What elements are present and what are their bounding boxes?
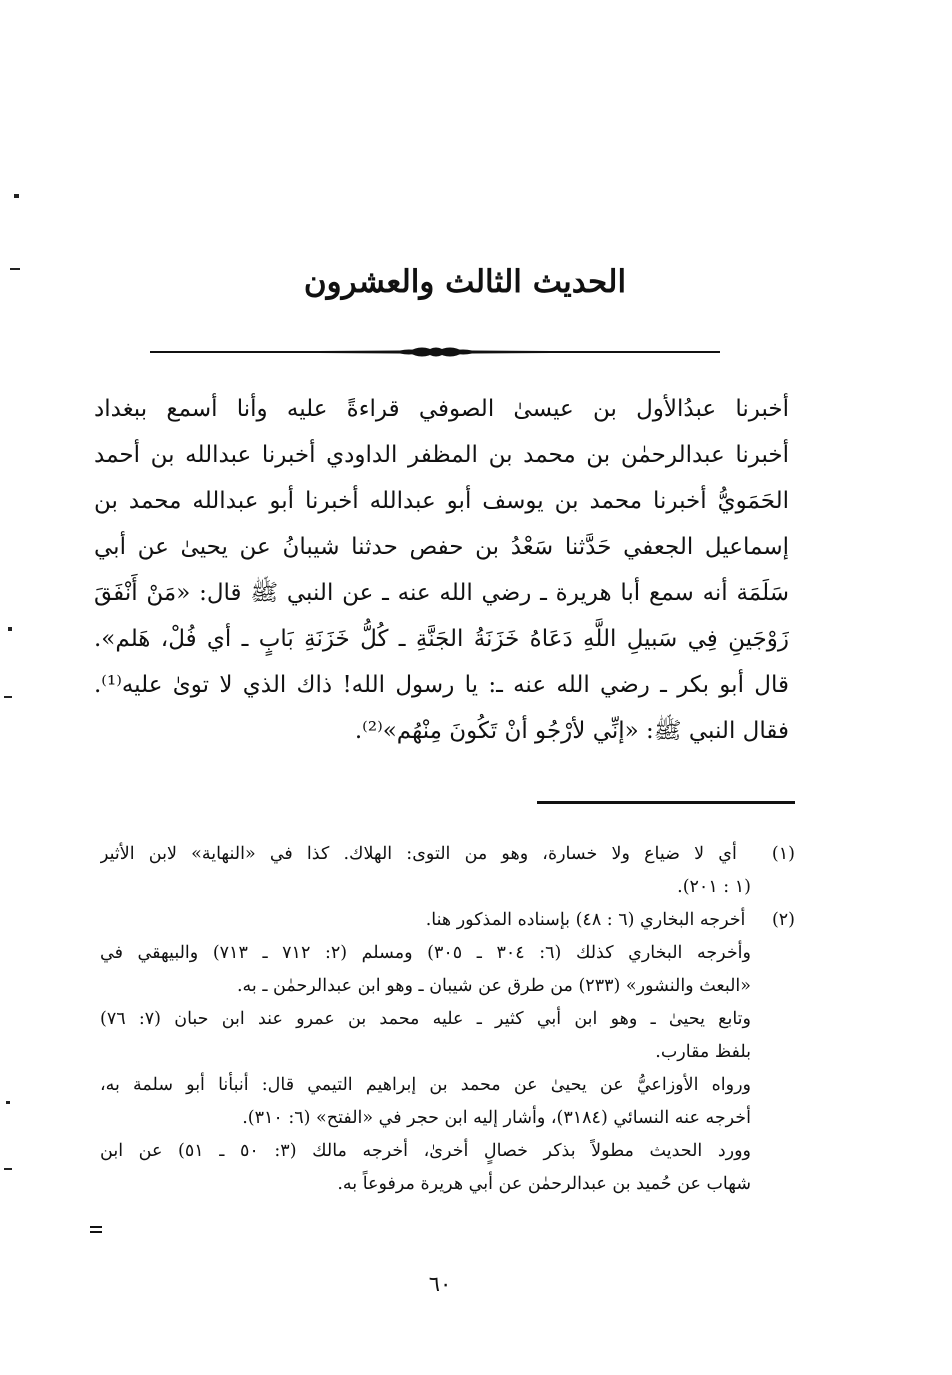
hadith-line: فقال النبي ﷺ: «إنِّي لأرْجُو أنْ تَكُونَ مِنْهُم»⁽²⁾.	[354, 718, 789, 744]
continuation-mark	[90, 1225, 102, 1235]
hadith-line: أخبرنا عبدالرحمٰن بن محمد بن المظفر الداودي أخبرنا عبدالله بن أحمد	[94, 442, 789, 468]
chapter-title: الحديث الثالث والعشرون	[303, 264, 627, 300]
footnote-line: وأخرجه البخاري كذلك (٦: ٣٠٤ ـ ٣٠٥) ومسلم (٢: ٧١٢ ـ ٧١٣) والبيهقي في	[100, 943, 751, 963]
footnotes	[100, 838, 795, 1201]
footnote-2	[100, 904, 795, 937]
footnote-text: أي لا ضياع ولا خسارة، وهو من التوى: الهلاك. كذا في «النهاية» لابن الأثير	[100, 844, 737, 864]
hadith-line: زَوْجَينِ فِي سَبيلِ اللَّهِ دَعَاهُ خَزَنَةُ الجَنَّةِ ـ كُلُّ خَزَنَةِ بَابٍ ـ أي فُلْ، هَلم».	[94, 626, 789, 652]
footnote-1	[100, 838, 795, 871]
title-ornament	[150, 340, 720, 364]
footnote-line: ورواه الأوزاعيُّ عن يحيىٰ عن محمد بن إبراهيم التيمي قال: أنبأنا أبو سلمة به،	[100, 1075, 751, 1095]
footnote-line: وتابع يحيىٰ ـ وهو ابن أبي كثير ـ عليه محمد بن عمرو عند ابن حبان (٧: ٧٦)	[100, 1009, 751, 1029]
scan-mark	[6, 1101, 10, 1104]
footnote-line: بلفظ مقارب.	[655, 1042, 751, 1062]
footnote-separator	[537, 801, 795, 804]
hadith-text	[94, 386, 789, 754]
footnote-line: شهاب عن حُميد بن عبدالرحمٰن عن أبي هريرة مرفوعاً به.	[337, 1174, 751, 1194]
page-number: ٦٠	[428, 1272, 452, 1296]
scan-mark	[14, 194, 19, 198]
footnote-text: أخرجه البخاري (٦ : ٤٨) بإسناده المذكور هنا.	[425, 910, 746, 930]
hadith-line: قال أبو بكر ـ رضي الله عنه ـ: يا رسول الله! ذاك الذي لا توىٰ عليه⁽¹⁾.	[94, 672, 789, 698]
scan-mark	[4, 696, 12, 698]
footnote-line: وورد الحديث مطولاً بذكر خصالٍ أخرىٰ، أخرجه مالك (٣: ٥٠ ـ ٥١) عن ابن	[100, 1141, 751, 1161]
scan-mark	[8, 627, 12, 631]
hadith-line: الحَمَويُّ أخبرنا محمد بن يوسف أبو عبدالله أخبرنا أبو عبدالله محمد بن	[94, 488, 789, 514]
footnote-line: (١ : ٢٠١).	[677, 877, 751, 897]
hadith-line: سَلَمَة أنه سمع أبا هريرة ـ رضي الله عنه ـ عن النبي ﷺ قال: «مَنْ أَنْفَقَ	[94, 580, 789, 606]
footnote-line: «البعث والنشور» (٢٣٣) من طرق عن شيبان ـ وهو ابن عبدالرحمٰن ـ به.	[236, 976, 751, 996]
hadith-line: إسماعيل الجعفي حَدَّثنا سَعْدُ بن حفص حدثنا شيبانُ عن يحيىٰ عن أبي	[94, 534, 789, 560]
footnote-number: (٢)	[771, 910, 795, 930]
footnote-number: (١)	[771, 844, 795, 864]
scan-mark	[4, 1168, 12, 1170]
scan-mark	[10, 268, 20, 270]
hadith-line: أخبرنا عبدُالأول بن عيسىٰ الصوفي قراءةً عليه وأنا أسمع ببغداد	[94, 396, 789, 422]
footnote-line: أخرجه عنه النسائي (٣١٨٤)، وأشار إليه ابن حجر في «الفتح» (٦: ٣١٠).	[242, 1108, 751, 1128]
